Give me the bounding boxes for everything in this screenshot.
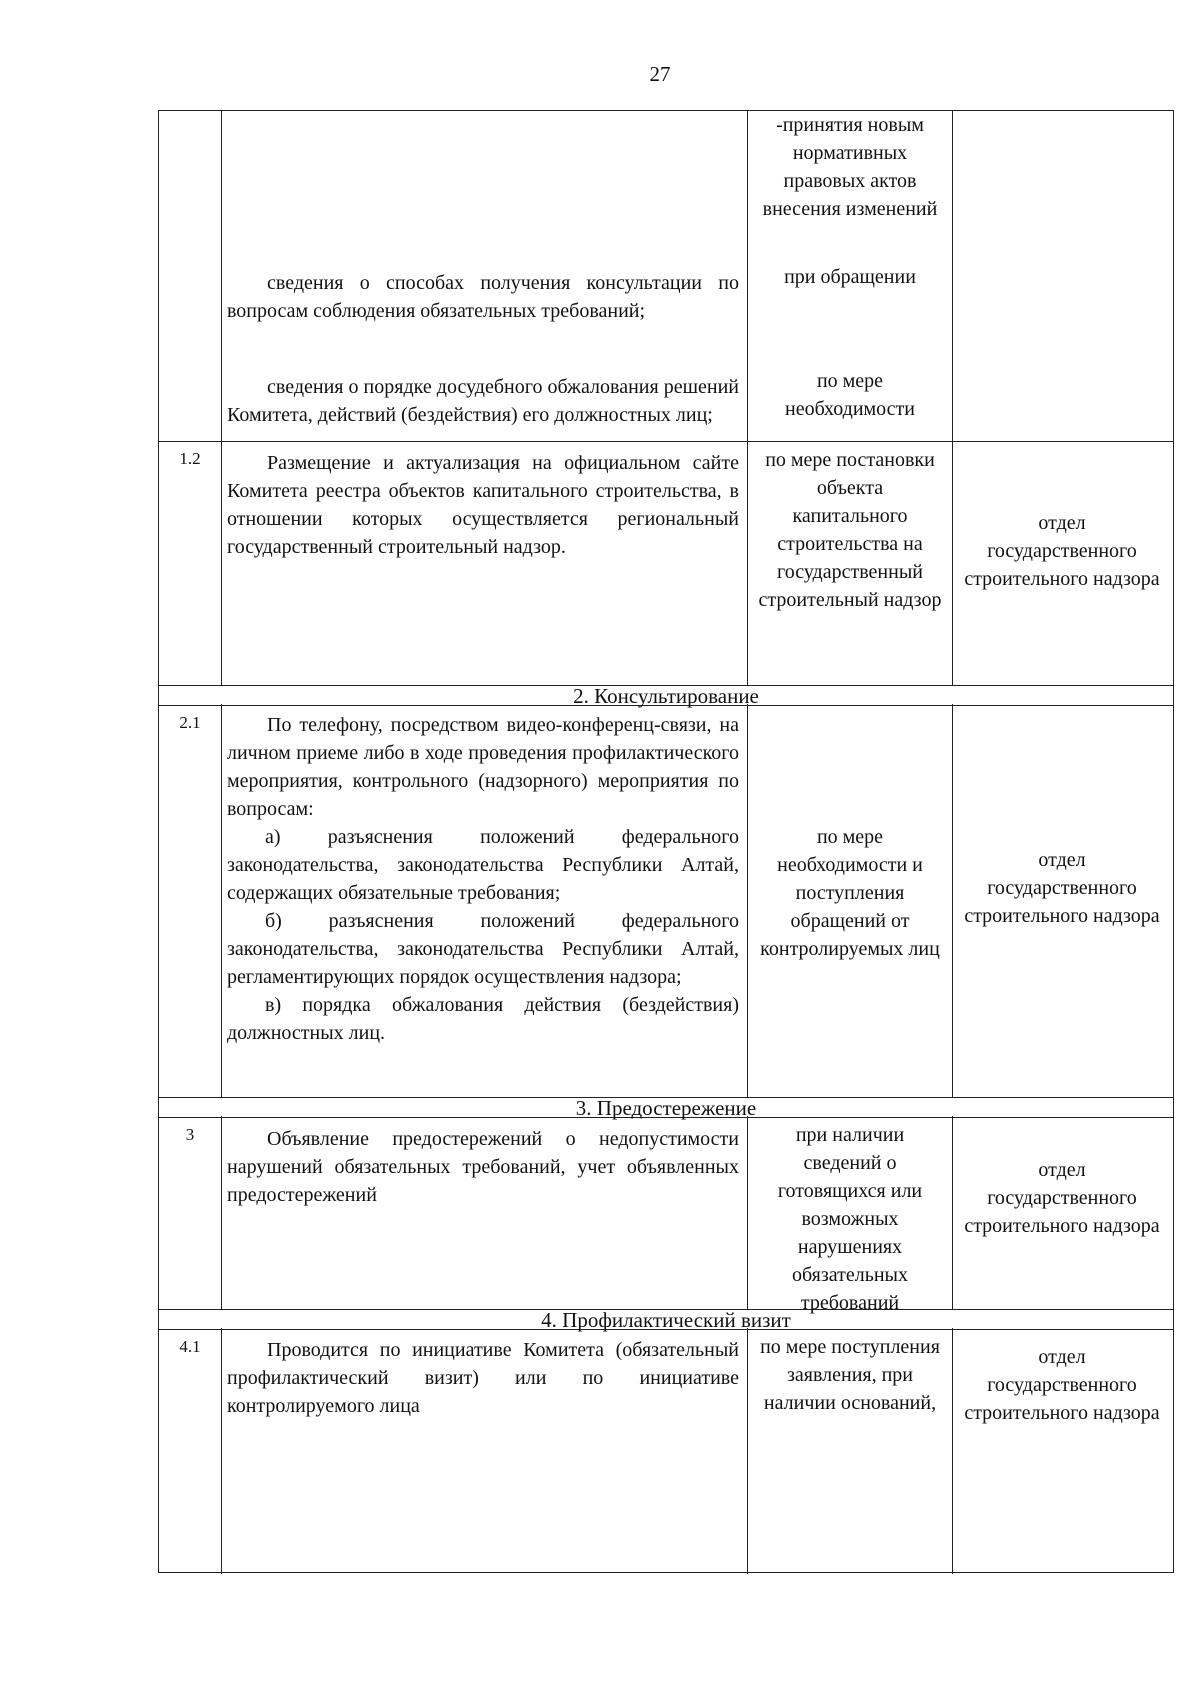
section-heading: 2. Консультирование bbox=[573, 684, 759, 708]
column-divider-freq bbox=[952, 111, 953, 1574]
frequency-cell: по мере необходимости и поступления обращений от контролируемых лиц bbox=[760, 826, 940, 960]
measure-text: Проводится по инициативе Комитета (обязательный профилактический визит) или по инициативе контролируемого лица bbox=[227, 1339, 739, 1417]
row-number: 3 bbox=[185, 1125, 195, 1144]
consultation-text bbox=[227, 711, 739, 1047]
row-number: 2.1 bbox=[179, 713, 201, 732]
frequency-cell: при наличии сведений о готовящихся или возможных нарушениях обязательных требований bbox=[777, 1124, 923, 1314]
row-number: 4.1 bbox=[179, 1337, 201, 1356]
measure-text: Объявление предостережений о недопустимости нарушений обязательных требований, учет объявленных предостережений bbox=[227, 1128, 739, 1206]
row-number: 1.2 bbox=[179, 449, 201, 468]
responsible-cell: отдел государственного строительного надзора bbox=[964, 1346, 1160, 1424]
frequency-cell: -принятия новым нормативных правовых актов внесения изменений bbox=[762, 114, 938, 220]
frequency-cell: по мере необходимости bbox=[784, 370, 915, 420]
page-number: 27 bbox=[649, 62, 671, 86]
section-heading: 4. Профилактический визит bbox=[541, 1308, 791, 1332]
consultation-intro: По телефону, посредством видео-конференц-связи, на личном приеме либо в ходе проведения профилактического мероприятия, контрольного (надзорного) мероприятия по вопросам: bbox=[227, 714, 739, 820]
column-divider-text bbox=[747, 111, 748, 1574]
column-divider-num bbox=[221, 111, 222, 1574]
row-divider bbox=[159, 441, 1173, 442]
consultation-item: а) разъяснения положений федерального законодательства, законодательства Республики Алтай, содержащих обязательные требования; bbox=[227, 826, 739, 904]
responsible-cell: отдел государственного строительного надзора bbox=[964, 512, 1160, 590]
responsible-cell: отдел государственного строительного надзора bbox=[964, 1159, 1160, 1237]
info-item: сведения о порядке досудебного обжалования решений Комитета, действий (бездействия) его должностных лиц; bbox=[227, 376, 739, 426]
measure-text: Размещение и актуализация на официальном сайте Комитета реестра объектов капитального строительства, в отношении которых осуществляется региональный государственный строительный надзор. bbox=[227, 452, 739, 558]
consultation-item: в) порядка обжалования действия (бездействия) должностных лиц. bbox=[227, 994, 739, 1044]
plan-table bbox=[158, 110, 1174, 1573]
frequency-cell: по мере поступления заявления, при наличии оснований, bbox=[760, 1336, 940, 1414]
info-item: сведения о способах получения консультации по вопросам соблюдения обязательных требований; bbox=[227, 272, 739, 322]
consultation-item: б) разъяснения положений федерального законодательства, законодательства Республики Алтай, регламентирующих порядок осуществления надзора; bbox=[227, 910, 739, 988]
responsible-cell: отдел государственного строительного надзора bbox=[964, 849, 1160, 927]
section-heading: 3. Предостережение bbox=[575, 1096, 757, 1120]
frequency-cell: по мере постановки объекта капитального строительства на государственный строительный надзор bbox=[758, 449, 942, 611]
frequency-cell: при обращении bbox=[784, 266, 916, 288]
